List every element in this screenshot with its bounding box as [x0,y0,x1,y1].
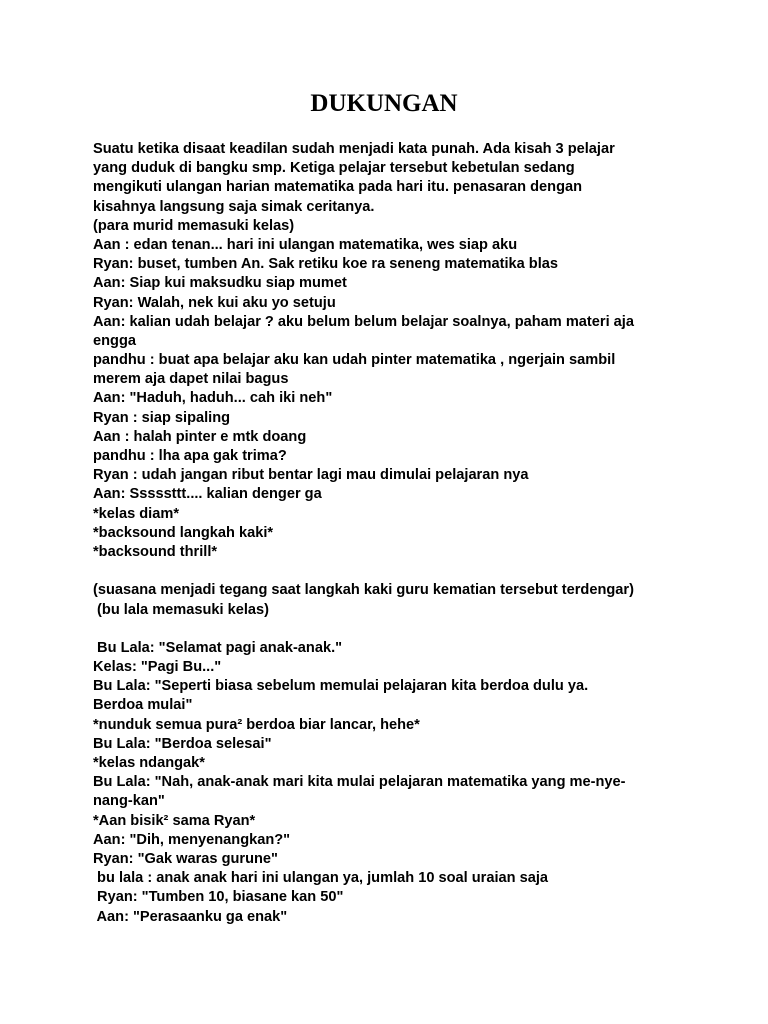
text-line: Ryan : udah jangan ribut bentar lagi mau dimulai pelajaran nya [93,467,529,484]
text-line: Ryan: Walah, nek kui aku yo setuju [93,294,336,311]
text-line: *backsound thrill* [93,543,218,560]
text-line: Bu Lala: "Seperti biasa sebelum memulai pelajaran kita berdoa dulu ya. [93,678,589,695]
text-line: Aan: "Dih, menyenangkan?" [93,831,291,848]
text-line: Aan: "Perasaanku ga enak" [93,908,288,925]
text-line: *nunduk semua pura² berdoa biar lancar, hehe* [93,716,420,733]
text-line: Bu Lala: "Berdoa selesai" [93,735,272,752]
text-line: Ryan: "Tumben 10, biasane kan 50" [93,889,344,906]
text-line: *backsound langkah kaki* [93,524,274,541]
text-line: Aan : edan tenan... hari ini ulangan matematika, wes siap aku [93,236,518,253]
text-line: pandhu : buat apa belajar aku kan udah pinter matematika , ngerjain sambil [93,352,616,369]
text-line: Aan: kalian udah belajar ? aku belum belum belajar soalnya, paham materi aja [93,313,634,330]
text-line: Ryan: buset, tumben An. Sak retiku koe ra seneng matematika blas [93,256,558,273]
text-line: (para murid memasuki kelas) [93,217,295,234]
text-line: Bu Lala: "Selamat pagi anak-anak." [93,639,343,656]
blank-line [93,620,703,639]
text-line: nang-kan" [93,793,165,810]
text-line: Aan : halah pinter e mtk doang [93,428,307,445]
text-line: (bu lala memasuki kelas) [93,601,270,618]
text-line: *Aan bisik² sama Ryan* [93,812,256,829]
text-line: Aan: Sssssttt.... kalian denger ga [93,486,322,503]
text-line: Suatu ketika disaat keadilan sudah menjadi kata punah. Ada kisah 3 pelajar [93,141,615,157]
blank-line [93,562,703,581]
text-line: mengikuti ulangan harian matematika pada hari itu. penasaran dengan [93,179,583,196]
text-line: yang duduk di bangku smp. Ketiga pelajar tersebut kebetulan sedang [93,160,575,177]
text-line: merem aja dapet nilai bagus [93,371,289,388]
text-line: Bu Lala: "Nah, anak-anak mari kita mulai pelajaran matematika yang me-nye- [93,774,626,791]
text-line: Ryan: "Gak waras gurune" [93,850,278,867]
document-title: DUKUNGAN [310,90,458,117]
text-line: Ryan : siap sipaling [93,409,231,426]
text-line: Berdoa mulai" [93,697,193,714]
text-line: engga [93,332,136,349]
text-line: Kelas: "Pagi Bu..." [93,659,222,676]
document-body [93,140,703,927]
text-line: kisahnya langsung saja simak ceritanya. [93,198,375,215]
text-line: Aan: "Haduh, haduh... cah iki neh" [93,390,333,407]
text-line: bu lala : anak anak hari ini ulangan ya, jumlah 10 soal uraian saja [93,870,549,887]
text-line: *kelas ndangak* [93,755,205,771]
text-line: (suasana menjadi tegang saat langkah kaki guru kematian tersebut terdengar) [93,582,634,599]
text-line: *kelas diam* [93,505,179,522]
text-line: Aan: Siap kui maksudku siap mumet [93,275,347,292]
text-line: pandhu : lha apa gak trima? [93,448,287,464]
